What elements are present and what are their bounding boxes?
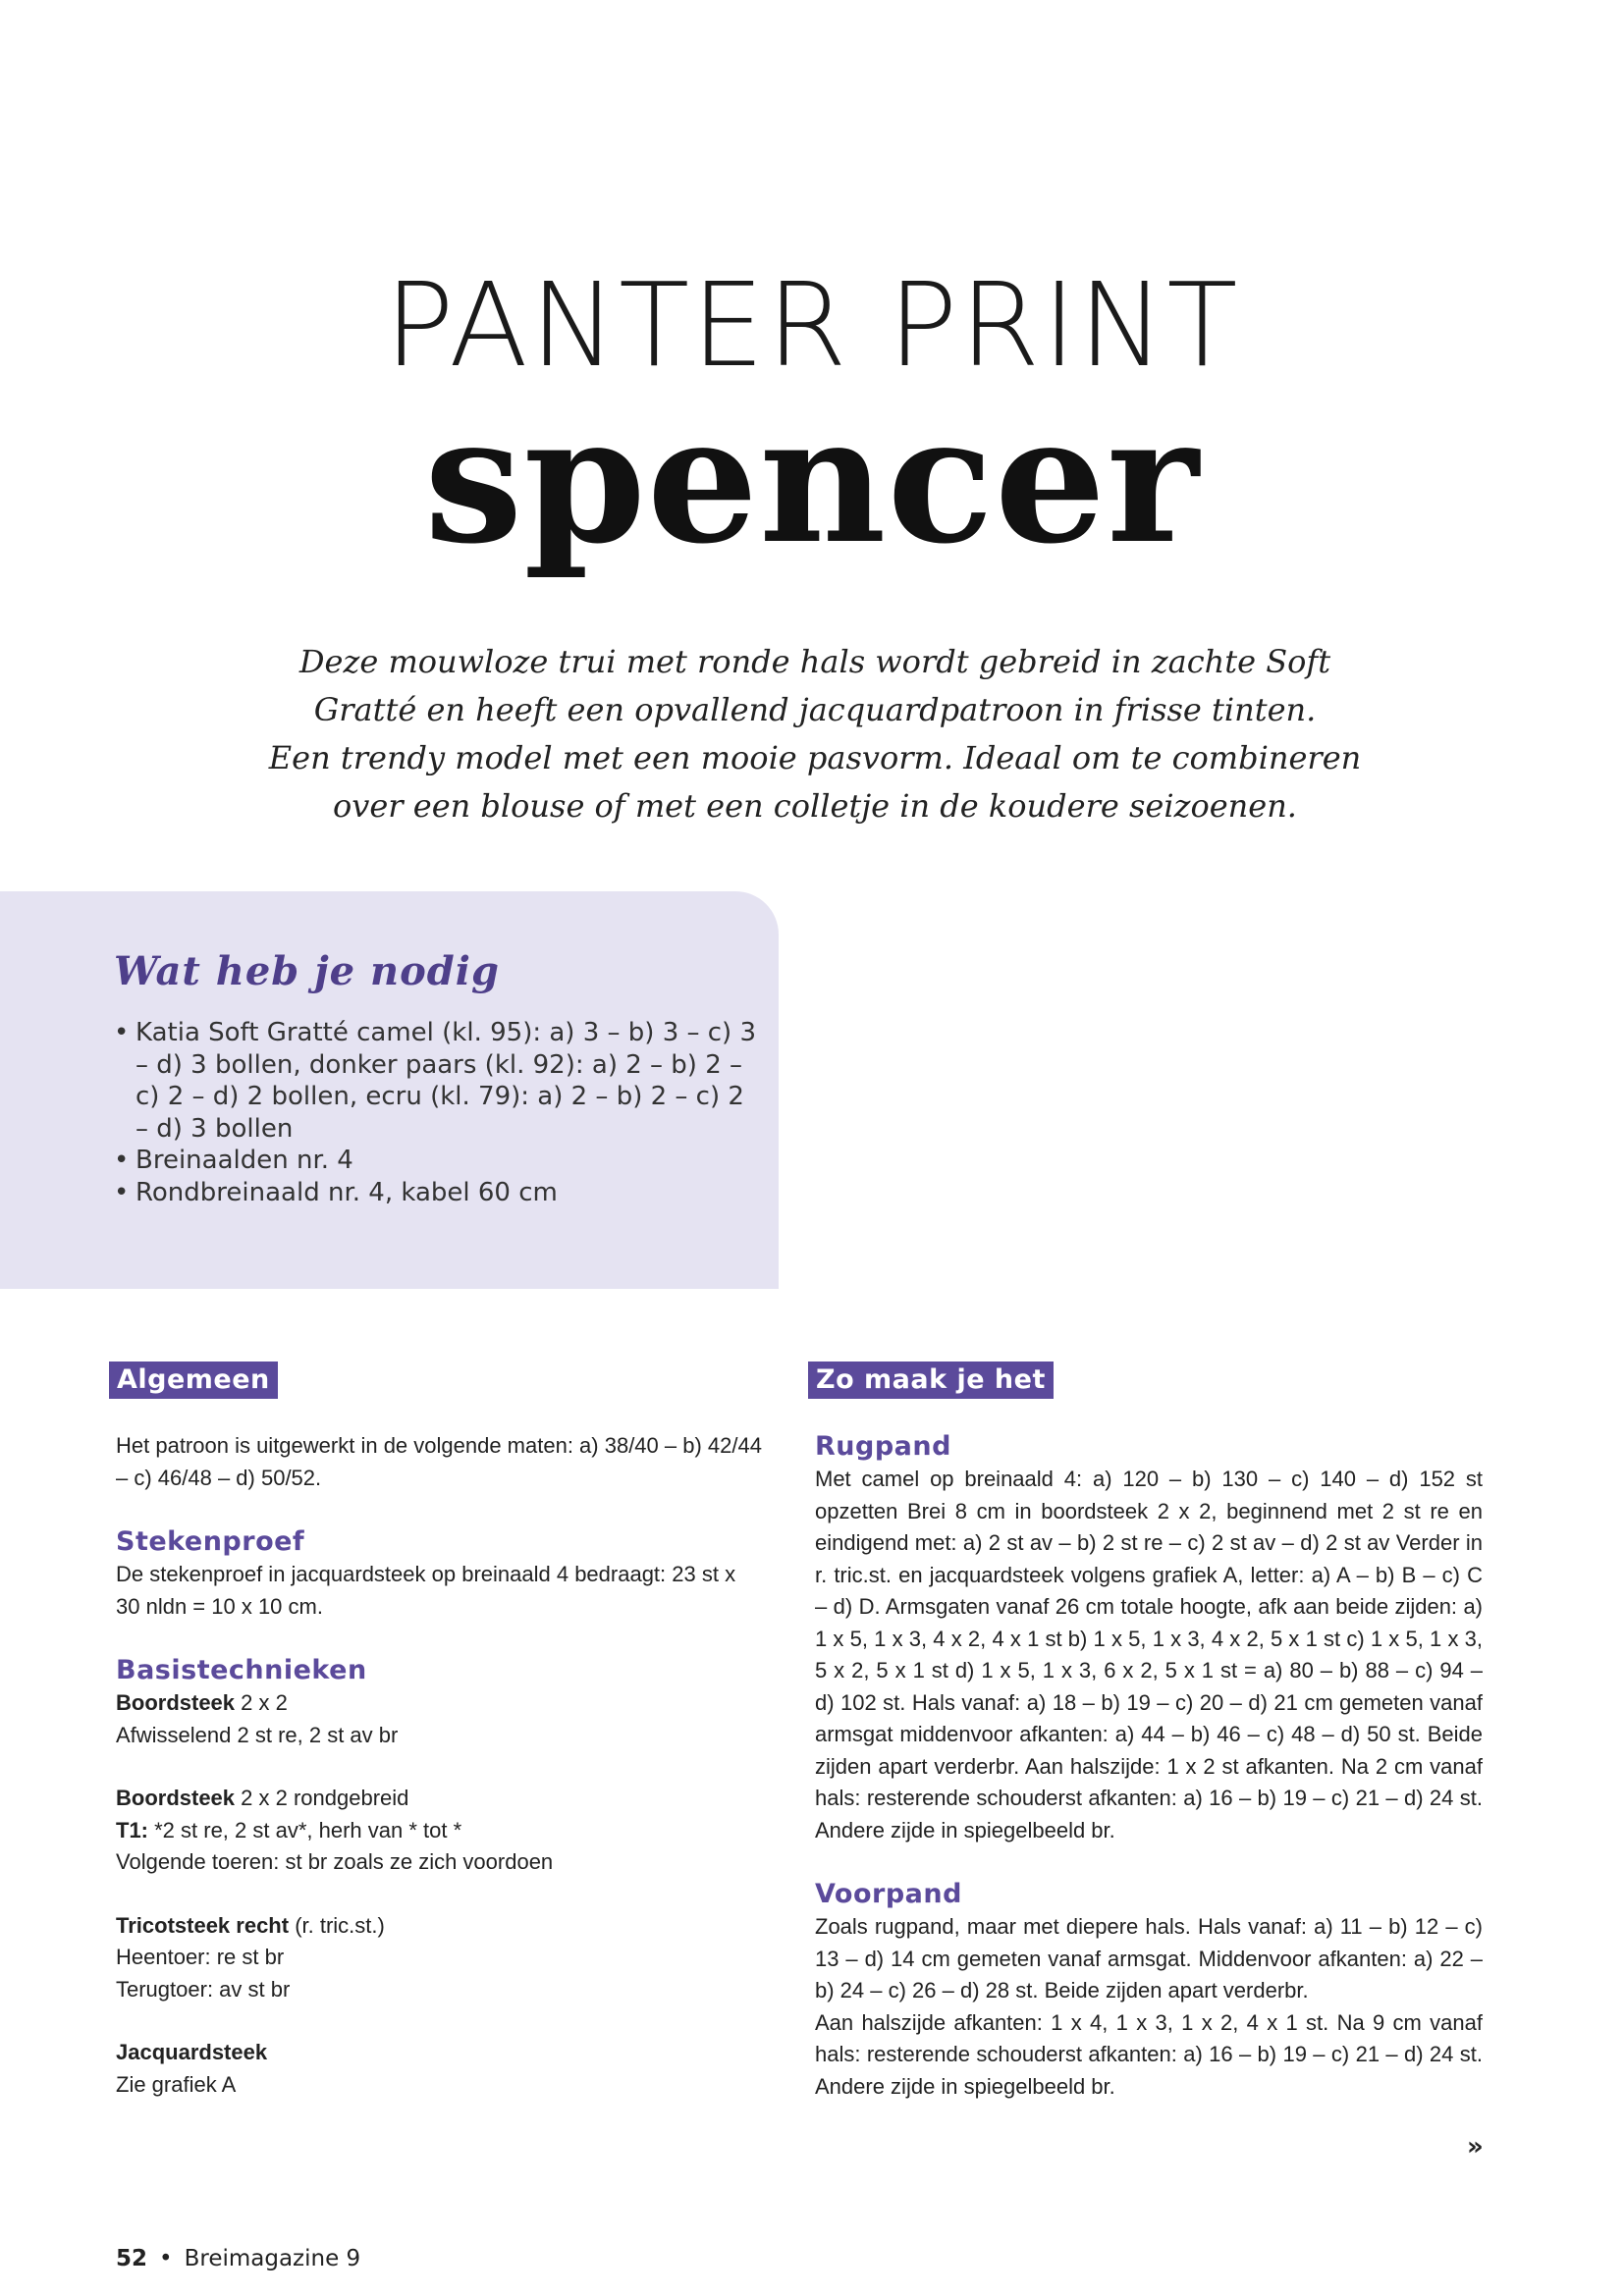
- t1-bold: T1:: [116, 1817, 148, 1842]
- gauge-heading: Stekenproef: [116, 1526, 305, 1557]
- rib-round-bold: Boordsteek: [116, 1786, 236, 1810]
- back-text: Met camel op breinaald 4: a) 120 – b) 130 – c) 140 – d) 152 st opzetten Brei 8 cm in boordsteek 2 x 2, beginnend met 2 st re en eindigend met: a) 2 st av – b) 2 st re – c) 2 st av – d) 2 st av Verder in r. tric.st. en jacquardsteek volgens grafiek A, letter: a) A – b) B – c) C – d) D. Armsgaten vanaf 26 cm totale hoogte, afk aan beide zijden: a) 1 x 5, 1 x 3, 4 x 2, 4 x 1 st b) 1 x 5, 1 x 3, 4 x 2, 5 x 1 st c) 1 x 5, 1 x 3, 5 x 2, 5 x 1 st d) 1 x 5, 1 x 3, 6 x 2, 5 x 1 st = a) 80 – b) 88 – c) 94 – d) 102 st. Hals vanaf: a) 18 – b) 19 – c) 20 – d) 21 cm gemeten vanaf armsgat middenvoor afkanten: a) 44 – b) 46 – c) 48 – d) 50 st. Beide zijden apart verderbr. Aan halszijde: 1 x 2 st afkanten. Na 2 cm vanaf hals: resterende schouderst afkanten: a) 16 – b) 19 – c) 21 – d) 24 st. Andere zijde in spiegelbeeld br.: [815, 1467, 1483, 1842]
- materials-item: • Breinaalden nr. 4: [114, 1145, 762, 1177]
- tricot-title: [116, 1910, 764, 1943]
- t1-rest: *2 st re, 2 st av*, herh van * tot *: [148, 1817, 462, 1842]
- techniques-heading: Basistechnieken: [116, 1655, 367, 1685]
- section-tag-howto: Zo maak je het: [808, 1362, 1054, 1399]
- intro-line: Een trendy model met een mooie pasvorm. Ideaal om te combineren: [268, 739, 1362, 776]
- materials-item: • Rondbreinaald nr. 4, kabel 60 cm: [114, 1177, 762, 1209]
- tricot-line-1: Heentoer: re st br: [116, 1945, 285, 1969]
- intro-line: Gratté en heeft een opvallend jacquardpatroon in frisse tinten.: [313, 691, 1317, 728]
- rib-round-rest: 2 x 2 rondgebreid: [235, 1786, 409, 1810]
- front-heading: Voorpand: [815, 1879, 962, 1909]
- t1-line: [116, 1815, 764, 1847]
- rib-bold: Boordsteek: [116, 1690, 236, 1715]
- materials-title: Wat heb je nodig: [114, 948, 500, 994]
- continue-arrow-icon: »: [1467, 2132, 1484, 2162]
- intro-text: [245, 638, 1384, 830]
- intro-line: Deze mouwloze trui met ronde hals wordt gebreid in zachte Soft: [298, 643, 1331, 680]
- rib-title: [116, 1687, 764, 1720]
- t1-next: Volgende toeren: st br zoals ze zich voordoen: [116, 1849, 554, 1874]
- title-line-2: spencer: [424, 377, 1200, 582]
- magazine-name: Breimagazine 9: [184, 2246, 361, 2271]
- back-heading: Rugpand: [815, 1431, 951, 1462]
- rib-round-title: [116, 1783, 764, 1815]
- footer-separator: •: [159, 2246, 173, 2271]
- section-tag-general: Algemeen: [109, 1362, 278, 1399]
- tricot-rest: (r. tric.st.): [289, 1912, 385, 1938]
- materials-list: [114, 1017, 762, 1208]
- page-footer: [116, 2246, 360, 2271]
- jacquard-title: Jacquardsteek: [116, 2040, 268, 2064]
- intro-line: over een blouse of met een colletje in de koudere seizoenen.: [333, 787, 1297, 825]
- tricot-line-2: Terugtoer: av st br: [116, 1976, 291, 2002]
- jacquard-text: Zie grafiek A: [116, 2071, 237, 2097]
- tricot-bold: Tricotsteek recht: [116, 1912, 290, 1938]
- materials-item: • Katia Soft Gratté camel (kl. 95): a) 3 – b) 3 – c) 3 – d) 3 bollen, donker paars (kl. 92): a) 2 – b) 2 – c) 2 – d) 2 bollen, ecru (kl. 79): a) 2 – b) 2 – c) 2 – d) 3 bollen: [114, 1017, 762, 1145]
- rib-rest: 2 x 2: [235, 1690, 288, 1715]
- right-column: [815, 1430, 1483, 2103]
- general-text: Het patroon is uitgewerkt in de volgende maten: a) 38/40 – b) 42/44 – c) 46/48 – d) 50/52.: [116, 1433, 762, 1490]
- rib-text: Afwisselend 2 st re, 2 st av br: [116, 1722, 399, 1747]
- front-text-1: Zoals rugpand, maar met diepere hals. Hals vanaf: a) 11 – b) 12 – c) 13 – d) 14 cm gemeten vanaf armsgat. Middenvoor afkanten: a) 22 – b) 24 – c) 26 – d) 28 st. Beide zijden apart verderbr.: [815, 1914, 1483, 2002]
- front-text-2: Aan halszijde afkanten: 1 x 4, 1 x 3, 1 x 2, 4 x 1 st. Na 9 cm vanaf hals: resterende schouderst afkanten: a) 16 – b) 19 – c) 21 – d) 24 st. Andere zijde in spiegelbeeld br.: [815, 2009, 1483, 2099]
- title-line-1: PANTER PRINT: [384, 257, 1240, 393]
- gauge-text: De stekenproef in jacquardsteek op breinaald 4 bedraagt: 23 st x 30 nldn = 10 x 10 cm.: [116, 1562, 736, 1619]
- left-column: [116, 1430, 764, 2101]
- page-number: 52: [116, 2246, 148, 2271]
